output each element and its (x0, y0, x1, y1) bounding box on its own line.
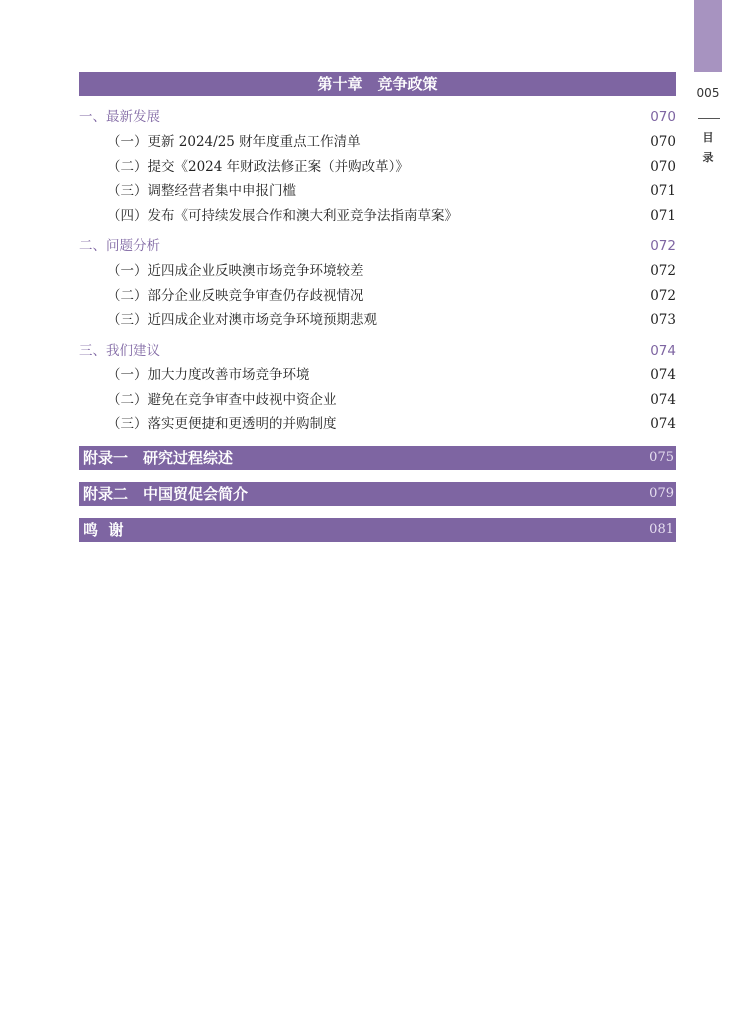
toc-subentry[interactable] (79, 310, 676, 330)
toc-section-3[interactable] (79, 341, 676, 361)
side-section-label: 目 录 (702, 131, 714, 164)
toc-subentry[interactable] (79, 414, 676, 434)
appendix-page: 081 (649, 522, 674, 537)
toc-entry-title: （二）部分企业反映竞争审查仍存歧视情况 (107, 288, 364, 304)
acknowledgements-bar[interactable] (79, 518, 676, 542)
toc-subentry[interactable] (79, 365, 676, 385)
toc-entry-title: （一）近四成企业反映澳市场竞争环境较差 (107, 263, 364, 279)
toc-entry-title: 二、问题分析 (79, 238, 160, 254)
appendix-page: 075 (649, 450, 674, 465)
toc-entry-title: （一）更新 2024/25 财年度重点工作清单 (107, 134, 361, 150)
appendix-1-bar[interactable] (79, 446, 676, 470)
toc-entry-page: 070 (650, 134, 676, 150)
toc-entry-title: （三）落实更便捷和更透明的并购制度 (107, 416, 337, 432)
toc-subentry[interactable] (79, 157, 676, 177)
appendix-2-bar[interactable] (79, 482, 676, 506)
toc-section-2[interactable] (79, 236, 676, 256)
appendix-title: 鸣 谢 (83, 521, 124, 539)
toc-entry-page: 070 (650, 159, 676, 175)
toc-subentry[interactable] (79, 181, 676, 201)
toc-entry-title: （三）调整经营者集中申报门槛 (107, 183, 296, 199)
appendix-title: 附录二 中国贸促会简介 (83, 485, 249, 503)
toc-subentry[interactable] (79, 132, 676, 152)
toc-entry-page: 070 (650, 109, 676, 125)
toc-subentry[interactable] (79, 286, 676, 306)
toc-entry-title: 一、最新发展 (79, 109, 160, 125)
toc-subentry[interactable] (79, 390, 676, 410)
toc-section-1[interactable] (79, 107, 676, 127)
toc-subentry[interactable] (79, 261, 676, 281)
side-divider (698, 118, 720, 119)
page-number: 005 (696, 86, 720, 100)
toc-entry-title: （三）近四成企业对澳市场竞争环境预期悲观 (107, 312, 377, 328)
toc-entry-page: 071 (650, 183, 676, 199)
appendix-page: 079 (649, 486, 674, 501)
toc-entry-page: 074 (650, 367, 676, 383)
side-tab-marker (694, 0, 722, 72)
appendix-title: 附录一 研究过程综述 (83, 449, 234, 467)
toc-entry-title: （四）发布《可持续发展合作和澳大利亚竞争法指南草案》 (107, 208, 458, 224)
toc-entry-page: 074 (650, 392, 676, 408)
toc-entry-page: 072 (650, 263, 676, 279)
toc-entry-title: （二）提交《2024 年财政法修正案（并购改革）》 (107, 159, 409, 175)
toc-entry-title: （二）避免在竞争审查中歧视中资企业 (107, 392, 337, 408)
toc-entry-page: 073 (650, 312, 676, 328)
toc-entry-page: 072 (650, 288, 676, 304)
toc-entry-page: 074 (650, 416, 676, 432)
toc-entry-page: 072 (650, 238, 676, 254)
chapter-heading: 第十章 竞争政策 (79, 72, 676, 96)
toc-subentry[interactable] (79, 206, 676, 226)
toc-entry-title: （一）加大力度改善市场竞争环境 (107, 367, 310, 383)
toc-entry-page: 074 (650, 343, 676, 359)
toc-entry-page: 071 (650, 208, 676, 224)
toc-entry-title: 三、我们建议 (79, 343, 160, 359)
